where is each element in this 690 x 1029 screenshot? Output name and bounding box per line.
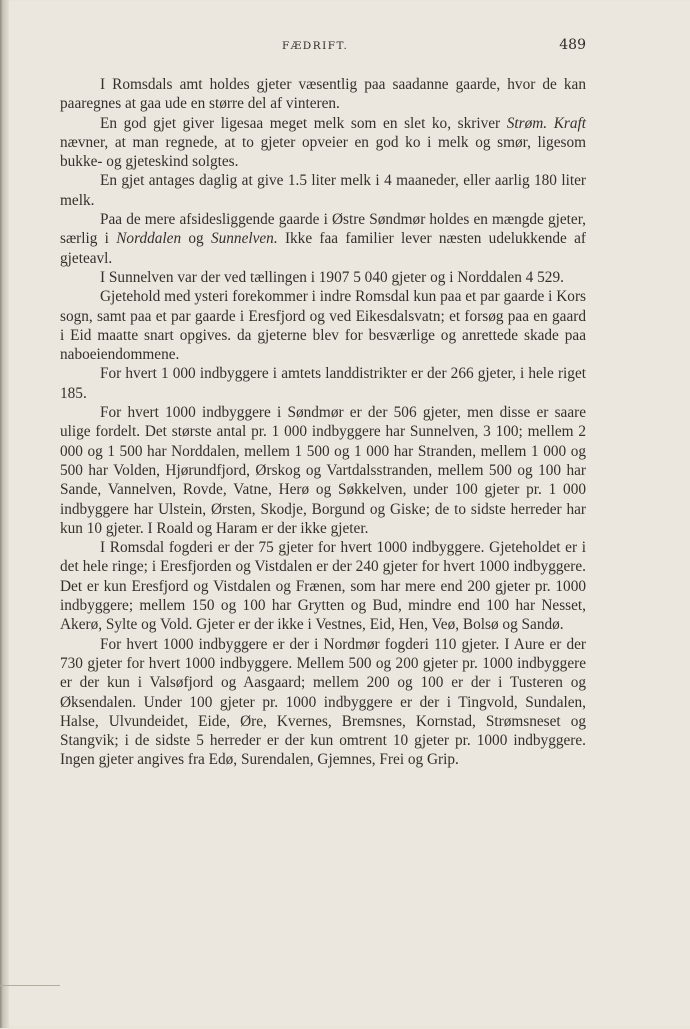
paragraph: I Romsdal fogderi er der 75 gjeter for hvert 1000 indbyggere. Gjeteholdet er i det hele ringe; i Eresfjorden og Vistdalen er der 240 gjeter for hvert 1000 indbyggere. Det er kun Eresfjord og Vistdalen og Frænen, som har mere end 200 gjeter pr. 1000 indbyggere; mellem 150 og 100 har Grytten og Bud, mindre end 100 har Nesset, Akerø, Sylte og Vold. Gjeter er der ikke i Vestnes, Eid, Hen, Veø, Bolsø og Sandø. bbox=[60, 539, 586, 634]
paragraph-text: nævner, at man regnede, at to gjeter opveier en god ko i melk og smør, ligesom bukke- og gjeteskind solgtes. bbox=[60, 133, 586, 171]
italic-name: Strøm. Kraft bbox=[506, 114, 586, 132]
paragraph: I Romsdals amt holdes gjeter væsentlig paa saadanne gaarde, hvor de kan paaregnes at gaa ude en større del af vinteren. bbox=[60, 76, 586, 113]
body-text bbox=[60, 75, 586, 770]
paragraph bbox=[60, 114, 586, 172]
page-corner-edge bbox=[0, 985, 60, 1029]
paragraph-text: En god gjet giver ligesaa meget melk som en slet ko, skriver bbox=[100, 114, 507, 132]
page-binding-edge bbox=[0, 0, 9, 1028]
paragraph: For hvert 1000 indbyggere er der i Nordmør fogderi 110 gjeter. I Aure er der 730 gjeter for hvert 1000 indbyggere. Mellem 500 og 200 gjeter pr. 1000 indbyggere er der kun i Valsøfjord og Aasgaard; mellem 200 og 100 er der i Tusteren og Øksendalen. Under 100 gjeter pr. 1000 indbyggere er der i Tingvold, Sundalen, Halse, Ulvundeidet, Eide, Øre, Kvernes, Bremsnes, Kornstad, Strømsneset og Stangvik; i de sidste 5 herreder er der kun omtrent 10 gjeter pr. 1000 indbyggere. Ingen gjeter angives fra Edø, Surendalen, Gjemnes, Frei og Grip. bbox=[60, 635, 586, 769]
paragraph: For hvert 1 000 indbyggere i amtets landdistrikter er der 266 gjeter, i hele riget 185. bbox=[60, 365, 586, 402]
paragraph: Gjetehold med ysteri forekommer i indre Romsdal kun paa et par gaarde i Kors sogn, samt paa et par gaarde i Eresfjord og ved Eikesdalsvatn; et forsøg paa en gaard i Eid maatte snart opgives. da gjeterne blev for besværlige og anrettede skade paa naboeiendommene. bbox=[60, 288, 586, 364]
italic-place: Sunnelven. bbox=[210, 230, 278, 248]
paragraph: En gjet antages daglig at give 1.5 liter melk i 4 maaneder, eller aarlig 180 liter melk. bbox=[60, 172, 586, 209]
paragraph-text: Ikke faa familier lever næsten udelukkende af gjeteavl. bbox=[60, 230, 587, 267]
page-number: 489 bbox=[559, 37, 586, 53]
paragraph-text: og bbox=[181, 230, 211, 248]
italic-place: Norddalen bbox=[116, 230, 182, 248]
paragraph: For hvert 1000 indbyggere i Søndmør er der 506 gjeter, men disse er saare ulige fordelt. Det største antal pr. 1 000 indbyggere har Sunnelven, 3 100; mellem 2 000 og 1 500 har Norddalen, mellem 1 500 og 1 000 har Stranden, mellem 1 000 og 500 har Volden, Hjørundfjord, Ørskog og Vartdalsstranden, mellem 500 og 100 har Sande, Vannelven, Rovde, Vatne, Herø og Søkkelven, under 100 gjeter pr. 1 000 indbyggere har Ulstein, Ørsten, Skodje, Borgund og Giske; de to sidste herreder har kun 10 gjeter. I Roald og Haram er der ikke gjeter. bbox=[60, 404, 586, 537]
paragraph bbox=[60, 210, 586, 268]
page-header bbox=[60, 36, 586, 56]
running-title: FÆDRIFT. bbox=[282, 40, 349, 52]
paragraph: I Sunnelven var der ved tællingen i 1907 5 040 gjeter og i Norddalen 4 529. bbox=[100, 268, 564, 286]
paragraph-text: Paa de mere afsidesliggende gaarde i Østre Søndmør holdes en mængde gjeter, særlig i bbox=[60, 211, 586, 248]
